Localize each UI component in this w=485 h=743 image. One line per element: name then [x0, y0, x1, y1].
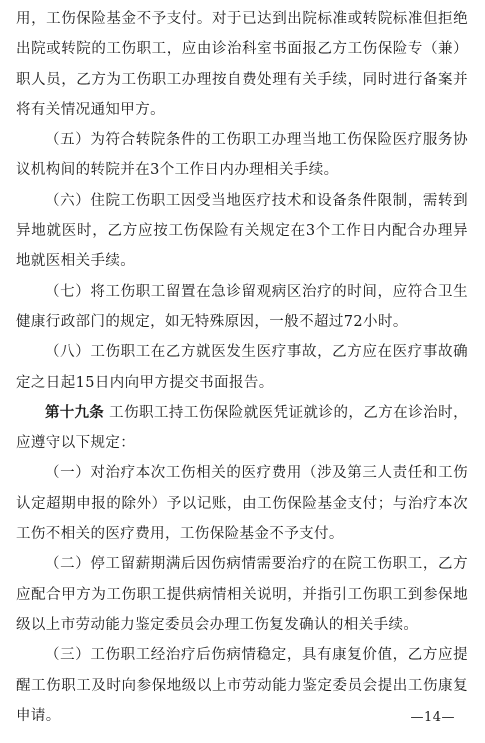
article-19-item-1: （一）对治疗本次工伤相关的医疗费用（涉及第三人责任和工伤认定超期申报的除外）予以记账，由工伤保险基金支付；与治疗本次工伤不相关的医疗费用，工伤保险基金不予支付。	[16, 465, 468, 543]
article-19-text: 工伤职工持工伤保险就医凭证就诊的，乙方在诊治时，应遵守以下规定：	[16, 404, 468, 452]
article-19-item-2: （二）停工留薪期满后因伤病情需要治疗的在院工伤职工，乙方应配合甲方为工伤职工提供病情相关说明，并指引工伤职工到参保地级以上市劳动能力鉴定委员会办理工伤复发确认的相关手续。	[16, 556, 468, 633]
article-19-item-3: （三）工伤职工经治疗后伤病情稳定，具有康复价值，乙方应提醒工伤职工及时向参保地级以上市劳动能力鉴定委员会提出工伤康复申请。	[16, 647, 468, 724]
page-number: —14—	[410, 710, 455, 725]
paragraph-item-8: （八）工伤职工在乙方就医发生医疗事故，乙方应在医疗事故确定之日起15日内向甲方提交书面报告。	[16, 344, 468, 391]
paragraph-item-7: （七）将工伤职工留置在急诊留观病区治疗的时间，应符合卫生健康行政部门的规定，如无特殊原因，一般不超过72小时。	[16, 283, 468, 330]
paragraph-item-6: （六）住院工伤职工因受当地医疗技术和设备条件限制，需转到异地就医时，乙方应按工伤保险有关规定在3个工作日内配合办理异地就医相关手续。	[16, 192, 468, 270]
article-19-paragraph	[16, 398, 468, 459]
paragraph-item-5: （五）为符合转院条件的工伤职工办理当地工伤保险医疗服务协议机构间的转院并在3个工作日内办理相关手续。	[16, 132, 468, 179]
article-19-heading: 第十九条	[45, 404, 105, 421]
paragraph-continuation: 用，工伤保险基金不予支付。对于已达到出院标准或转院标准但拒绝出院或转院的工伤职工，应由诊治科室书面报乙方工伤保险专（兼）职人员，乙方为工伤职工办理按自费处理有关手续，同时进行备案并将有关情况通知甲方。	[16, 11, 468, 118]
